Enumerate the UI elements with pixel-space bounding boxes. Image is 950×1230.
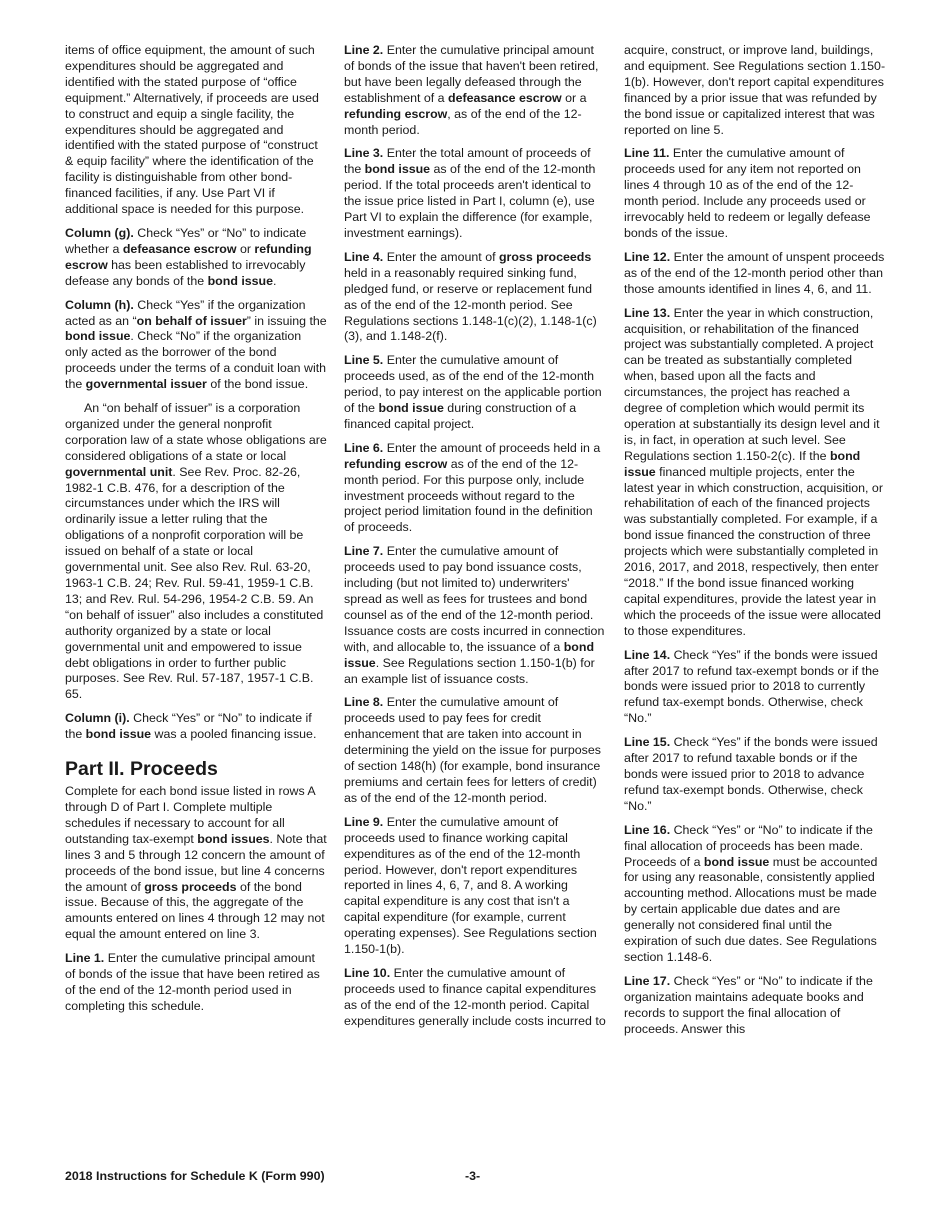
paragraph-column-h: Column (h). Check “Yes” if the organization acted as an “on behalf of issuer” in issuing the bond issue. Check “No” if the organization only acted as the borrower of the bond proceeds under the terms of a conduit loan with the governmental issuer of the bond issue.: [65, 297, 327, 392]
term-line-15: Line 15.: [624, 735, 671, 750]
paragraph-line-9: Line 9. Enter the cumulative amount of proceeds used to finance working capital expenditures as of the end of the 12-month period. However, don't report expenditures reported in lines 4, 6, 7, and 8. A working capital expenditure is any cost that isn't a capital expenditure (for example, current operating expenses). See Regulations section 1.150-1(b).: [344, 814, 597, 957]
term-line-11: Line 11.: [624, 146, 670, 161]
term-line-16: Line 16.: [624, 822, 671, 837]
paragraph-line-3: Line 3. Enter the total amount of proceeds of the bond issue as of the end of the 12-month period. If the total proceeds aren't identical to the issue price listed in Part I, column (e), use Part VI to explain the difference (for example, investment earnings).: [344, 146, 596, 240]
paragraph-line-16: Line 16. Check “Yes” or “No” to indicate if the final allocation of proceeds has been made. Proceeds of a bond issue must be accounted for using any reasonable, consistently applied accounting method. Allocations must be made by certain applicable due dates and are generally not considered final until the expiration of such due dates. See Regulations section 1.148-6.: [624, 822, 878, 964]
paragraph-line-4: Line 4. Enter the amount of gross proceeds held in a reasonably required sinking fund, pledged fund, or reserve or replacement fund as of the end of the 12-month period. See Regulations sections 1.148-1(c)(2), 1.148-1(c)(3), and 1.148-2(f).: [344, 249, 597, 344]
paragraph-line-2: Line 2. Enter the cumulative principal amount of bonds of the issue that haven't been retired, but have been legally defeased through the establishment of a defeasance escrow or a refunding escrow, as of the end of the 12-month period.: [344, 43, 599, 137]
paragraph-line-11: Line 11. Enter the cumulative amount of proceeds used for any item not reported on lines 4 through 10 as of the end of the 12-month period. Include any proceeds used or irrevocably held to redeem or legally defease bonds of the issue.: [624, 146, 871, 240]
paragraph-column-g: Column (g). Check “Yes” or “No” to indicate whether a defeasance escrow or refunding escrow has been established to irrevocably defease any bonds of the bond issue.: [65, 225, 312, 288]
page-number: -3-: [465, 1169, 481, 1183]
paragraph-line-13: Line 13. Enter the year in which construction, acquisition, or rehabilitation of the financed project was substantially completed. A project can be treated as substantially completed when, based upon all the facts and circumstances, the project has reached a degree of completion which would permit its operation at substantially its design level and it is, in fact, in operation at such level. See Regulations section 1.150-2(c). If the bond issue financed multiple projects, enter the latest year in which construction, acquisition, or rehabilitation of each of the financed projects was substantially completed. For example, if a bond issue financed the construction of three projects which were substantially completed in 2016, 2017, and 2018, respectively, then enter “2018.” If the bond issue financed working capital expenditures, provide the latest year in which the proceeds of the issue were allocated to those expenditures.: [624, 305, 883, 638]
paragraph-column-i: Column (i). Check “Yes” or “No” to indicate if the bond issue was a pooled financing issue.: [65, 711, 317, 742]
paragraph-line-7: Line 7. Enter the cumulative amount of proceeds used to pay bond issuance costs, including (but not limited to) underwriters' spread as well as fees for trustees and bond counsel as of the end of the 12-month period. Issuance costs are costs incurred in connection with, and allocable to, the issuance of a bond issue. See Regulations section 1.150-1(b) for an example list of issuance costs.: [344, 544, 605, 686]
paragraph-line-17: Line 17. Check “Yes” or “No” to indicate if the organization maintains adequate books and records to support the final allocation of proceeds. Answer this: [624, 973, 873, 1036]
term-line-5: Line 5.: [344, 353, 384, 368]
term-column-g: Column (g).: [65, 225, 134, 240]
term-line-8: Line 8.: [344, 695, 384, 710]
column-left: [65, 43, 327, 1023]
paragraph-line-12: Line 12. Enter the amount of unspent proceeds as of the end of the 12-month period other than those amounts identified in lines 4, 6, and 11.: [624, 249, 885, 296]
paragraph-on-behalf-of-issuer: An “on behalf of issuer” is a corporation organized under the general nonprofit corporation law of a state whose obligations are considered obligations of a state or local governmental unit. See Rev. Proc. 82-26, 1982-1 C.B. 476, for a description of the circumstances under which the IRS will ordinarily issue a letter ruling that the obligations of a nonprofit corporation will be issued on behalf of a state or local governmental unit. See also Rev. Rul. 63-20, 1963-1 C.B. 24; Rev. Rul. 59-41, 1959-1 C.B. 13; and Rev. Rul. 54-296, 1954-2 C.B. 59. An “on behalf of issuer” also includes a constituted authority organized by a state or local governmental unit and empowered to issue debt obligations in order to further public purposes. See Rev. Rul. 57-187, 1957-1 C.B. 65.: [65, 401, 327, 702]
term-line-2: Line 2.: [344, 43, 384, 57]
paragraph-office-equipment: items of office equipment, the amount of such expenditures should be aggregated and identified with the stated purpose of “office equipment.” Alternatively, if proceeds are used to construct and equip a single facility, the expenditures should be aggregated and identified with the stated purpose of “construct & equip facility” where the identification of the facility is distinguishable from other bond-financed facilities, if any. Use Part VI if additional space is needed for this purpose.: [65, 43, 319, 217]
term-line-6: Line 6.: [344, 440, 384, 455]
term-column-h: Column (h).: [65, 297, 134, 312]
paragraph-line-1: Line 1. Enter the cumulative principal amount of bonds of the issue that have been retired as of the end of the 12-month period used in completing this schedule.: [65, 951, 320, 1013]
term-line-4: Line 4.: [344, 249, 384, 264]
column-middle: [344, 43, 606, 1038]
term-line-7: Line 7.: [344, 544, 384, 559]
paragraph-line-6: Line 6. Enter the amount of proceeds held in a refunding escrow as of the end of the 12-month period. For this purpose only, include investment proceeds without regard to the project period limitation found in the definition of proceeds.: [344, 440, 601, 535]
paragraph-line-5: Line 5. Enter the cumulative amount of proceeds used, as of the end of the 12-month period, to pay interest on the applicable portion of the bond issue during construction of a financed capital project.: [344, 353, 602, 431]
footer-document-title: 2018 Instructions for Schedule K (Form 990): [65, 1169, 325, 1183]
paragraph-line-8: Line 8. Enter the cumulative amount of proceeds used to pay fees for credit enhancement that are taken into account in determining the yield on the issue for purposes of section 148(h) (for example, bond insurance premiums and certain fees for letters of credit) as of the end of the 12-month period.: [344, 695, 601, 805]
paragraph-line-15: Line 15. Check “Yes” if the bonds were issued after 2017 to refund taxable bonds or if the bonds were issued prior to 2018 to advance refund tax-exempt bonds. Otherwise, check “No.”: [624, 735, 878, 813]
term-line-17: Line 17.: [624, 973, 671, 988]
paragraph-part-ii-intro: Complete for each bond issue listed in rows A through D of Part I. Complete multiple schedules if necessary to account for all outstanding tax-exempt bond issues. Note that lines 3 and 5 through 12 concern the amount of proceeds of the bond issue, but line 4 concerns the amount of gross proceeds of the bond issue. Because of this, the aggregate of the amounts entered on lines 4 through 12 may not equal the amount entered on line 3.: [65, 784, 327, 942]
column-right: [624, 43, 886, 1045]
term-column-i: Column (i).: [65, 711, 130, 726]
paragraph-line-10: Line 10. Enter the cumulative amount of proceeds used to finance capital expenditures as of the end of the 12-month period. Capital expenditures generally include costs incurred to: [344, 965, 606, 1028]
paragraph-line-14: Line 14. Check “Yes” if the bonds were issued after 2017 to refund tax-exempt bonds or if the bonds were issued prior to 2018 to currently refund tax-exempt bonds. Otherwise, check “No.”: [624, 647, 879, 726]
paragraph-line-10-continued: acquire, construct, or improve land, buildings, and equipment. See Regulations section 1.150-1(b). However, don't report capital expenditures financed by a prior issue that was refunded by the bond issue or capitalized interest that was reported on line 5.: [624, 43, 886, 137]
term-line-14: Line 14.: [624, 647, 671, 662]
term-line-1: Line 1.: [65, 951, 105, 966]
term-line-9: Line 9.: [344, 814, 384, 829]
term-line-12: Line 12.: [624, 249, 671, 264]
term-line-13: Line 13.: [624, 305, 671, 320]
term-line-3: Line 3.: [344, 146, 384, 161]
section-heading-part-ii: Part II. Proceeds: [65, 758, 218, 781]
term-line-10: Line 10.: [344, 965, 391, 980]
